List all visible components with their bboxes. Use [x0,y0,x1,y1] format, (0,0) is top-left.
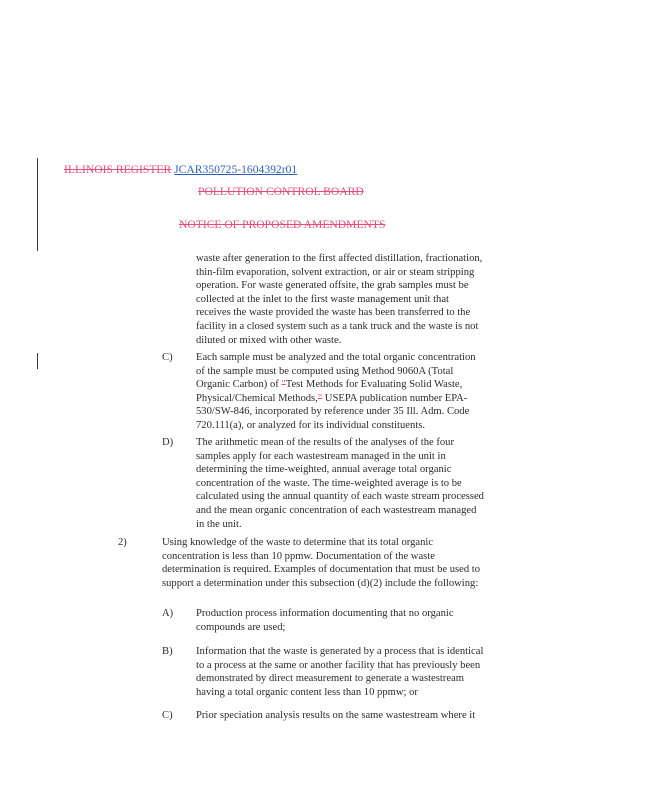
register-header [64,163,297,177]
item-d-paragraph: The arithmetic mean of the results of the analyses of the four samples apply for each wastestream managed in the unit in determining the time-weighted, annual average total organic concentration of the waste. The time-weighted average is to be calculated using the annual quantity of each waste stream processed and the mean organic concentration of each wastestream managed in the unit. [196,437,484,530]
register-title-deleted: ILLINOIS REGISTER [64,163,172,176]
item-2c-paragraph: Prior speciation analysis results on the same wastestream where it [196,710,476,721]
item-2b-paragraph: Information that the waste is generated by a process that is identical to a process at the same or another facility that has previously been demonstrated by direct measurement to generate a wastestream having a total organic content less than 10 ppmw; or [196,646,484,698]
item-marker: C) [162,352,173,363]
revision-bar [37,353,38,369]
method-title: Test Methods for Evaluating Solid Waste, Physical/Chemical Methods, [196,379,463,404]
continuation-paragraph: waste after generation to the first affected distillation, fractionation, thin-film evaporation, solvent extraction, or air or steam stripping operation. For waste generated offsite, the grab samples must be collected at the inlet to the first waste management unit that receives the waste provided the waste has been transferred to the facility in a closed system such as a tank truck and the waste is not diluted or mixed with other waste. [196,253,483,346]
item-c-paragraph [196,351,486,433]
item-marker: C) [162,710,173,721]
jcar-id-inserted: JCAR350725-1604392r01 [174,163,298,176]
board-title-deleted: POLLUTION CONTROL BOARD [198,185,364,198]
item-marker: A) [162,608,174,619]
item-2a-paragraph: Production process information documenting that no organic compounds are used; [196,608,454,633]
revision-bar [37,158,38,251]
item-2-paragraph: Using knowledge of the waste to determine that its total organic concentration is less than 10 ppmw. Documentation of the waste determination is required. Examples of documentation that must be used to support a determination under this subsection (d)(2) include the following: [162,537,481,589]
item-marker: 2) [118,537,127,548]
item-c-text-end: USEPA publication number EPA-530/SW-846, incorporated by reference under 35 Ill. Adm. Code 720.111(a), or analyzed for its individual constituents. [196,392,470,431]
item-marker: D) [162,437,174,448]
item-c-text-start: Each sample must be analyzed and the total organic concentration of the sample must be computed using Method 9060A (Total Organic Carbon) of [196,352,476,391]
notice-title-deleted: NOTICE OF PROPOSED AMENDMENTS [179,218,386,231]
quote-deleted: " [281,379,286,391]
item-marker: B) [162,646,173,657]
quote-deleted: " [317,392,323,404]
